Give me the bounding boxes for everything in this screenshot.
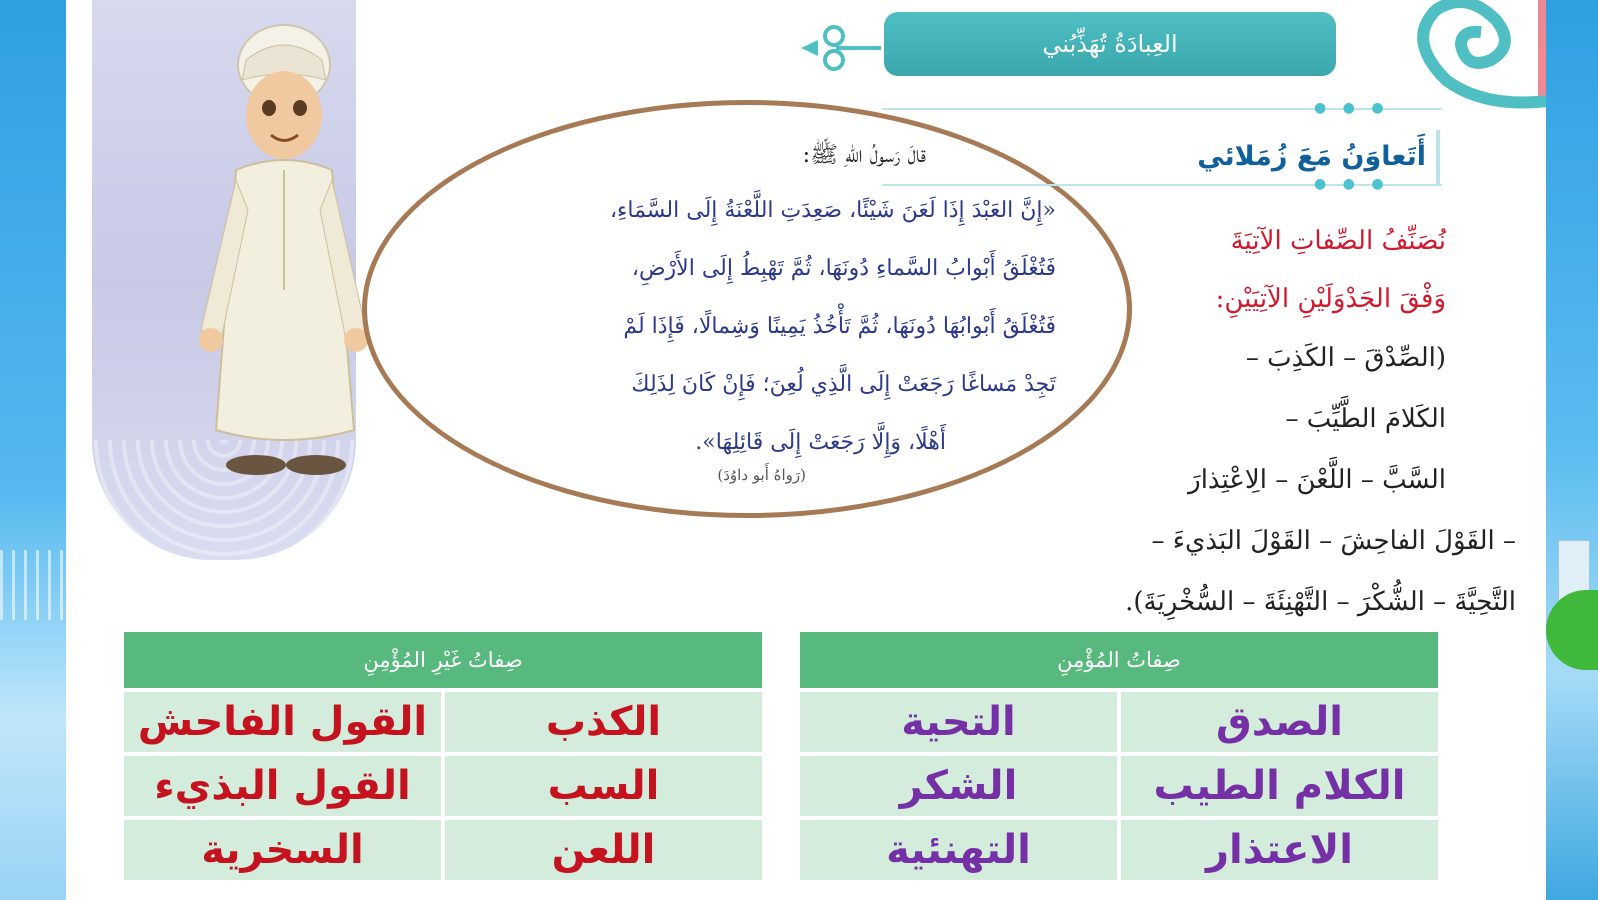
boy-illustration [176,10,386,500]
bridge-decoration [0,550,66,620]
table-cell: القول الفاحش [124,692,441,752]
hadith-intro: قالَ رَسولُ اللهِ ﷺ: [802,142,926,168]
non-believer-traits-table [124,632,762,872]
table-header: صِفاتُ المُؤْمِنِ [800,632,1438,688]
hadith-line: فَتُغْلَقُ أَبْوابُهَا دُونَهَا، ثُمَّ تَأْخُذُ يَمِينًا وَشِمالًا، فَإِذَا لَمْ [623,314,1056,339]
textbook-page [66,0,1546,900]
traits-list-line: الكَلامَ الطَّيِّبَ – [1285,404,1446,434]
table-cell: اللعن [445,820,762,880]
table-cell: الصدق [1121,692,1438,752]
table-cell: الكلام الطيب [1121,756,1438,816]
background-right [1546,0,1598,900]
table-cell: الاعتذار [1121,820,1438,880]
lesson-title: العِبادَةُ تُهَذِّبُني [884,12,1336,76]
hadith-line: «إِنَّ العَبْدَ إِذَا لَعَنَ شَيْئًا، صَعِدَتِ اللَّعْنَةُ إِلَى السَّمَاءِ، [609,198,1056,223]
swirl-ornament-icon [1406,0,1546,110]
traits-list-line: (الصِّدْقَ – الكَذِبَ – [1245,343,1446,373]
table-cell: الكذب [445,692,762,752]
traits-list-line: التَّحِيَّةَ – الشُّكْرَ – التَّهْنِئَةَ – السُّخْرِيَةَ). [1125,587,1516,617]
hadith-source: (رَواهُ أَبو داوُدَ) [717,466,806,484]
believer-traits-table [800,632,1438,872]
traits-list-line: – القَوْلَ الفاحِشَ – القَوْلَ البَذيءَ – [1151,526,1516,556]
scroll-ornament-icon [796,18,886,78]
table-header: صِفاتُ غَيْرِ المُؤْمِنِ [124,632,762,688]
table-cell: التهنئية [800,820,1117,880]
table-cell: القول البذيء [124,756,441,816]
instruction-line: نُصَنِّفُ الصِّفاتِ الآتِيَةَ [1230,226,1446,256]
table-cell: السخرية [124,820,441,880]
hadith-line: فَتُغْلَقُ أَبْوابُ السَّماءِ دُونَهَا، ثُمَّ تَهْبِطُ إِلَى الأَرْضِ، [631,256,1056,281]
dot-ornament: ● ● ● [1314,176,1390,192]
table-cell: الشكر [800,756,1117,816]
dot-ornament: ● ● ● [1314,100,1390,116]
hadith-line: تَجِدْ مَساغًا رَجَعَتْ إِلَى الَّذِي لُعِنَ؛ فَإِنْ كَانَ لِذَلِكَ [631,372,1056,397]
table-cell: السب [445,756,762,816]
instruction-line: وَفْقَ الجَدْوَلَيْنِ الآتِيَيْنِ: [1215,284,1446,314]
traits-list-line: السَّبَّ – اللَّعْنَ – الِاعْتِذارَ [1188,465,1446,495]
instructions [946,212,1516,633]
background-left [0,0,66,900]
hadith-line: أَهْلًا، وَإِلَّا رَجَعَتْ إِلَى قَائِلِهَا». [695,430,946,455]
section-heading: أَتَعاوَنُ مَعَ زُمَلائي [1126,130,1440,184]
table-cell: التحية [800,692,1117,752]
